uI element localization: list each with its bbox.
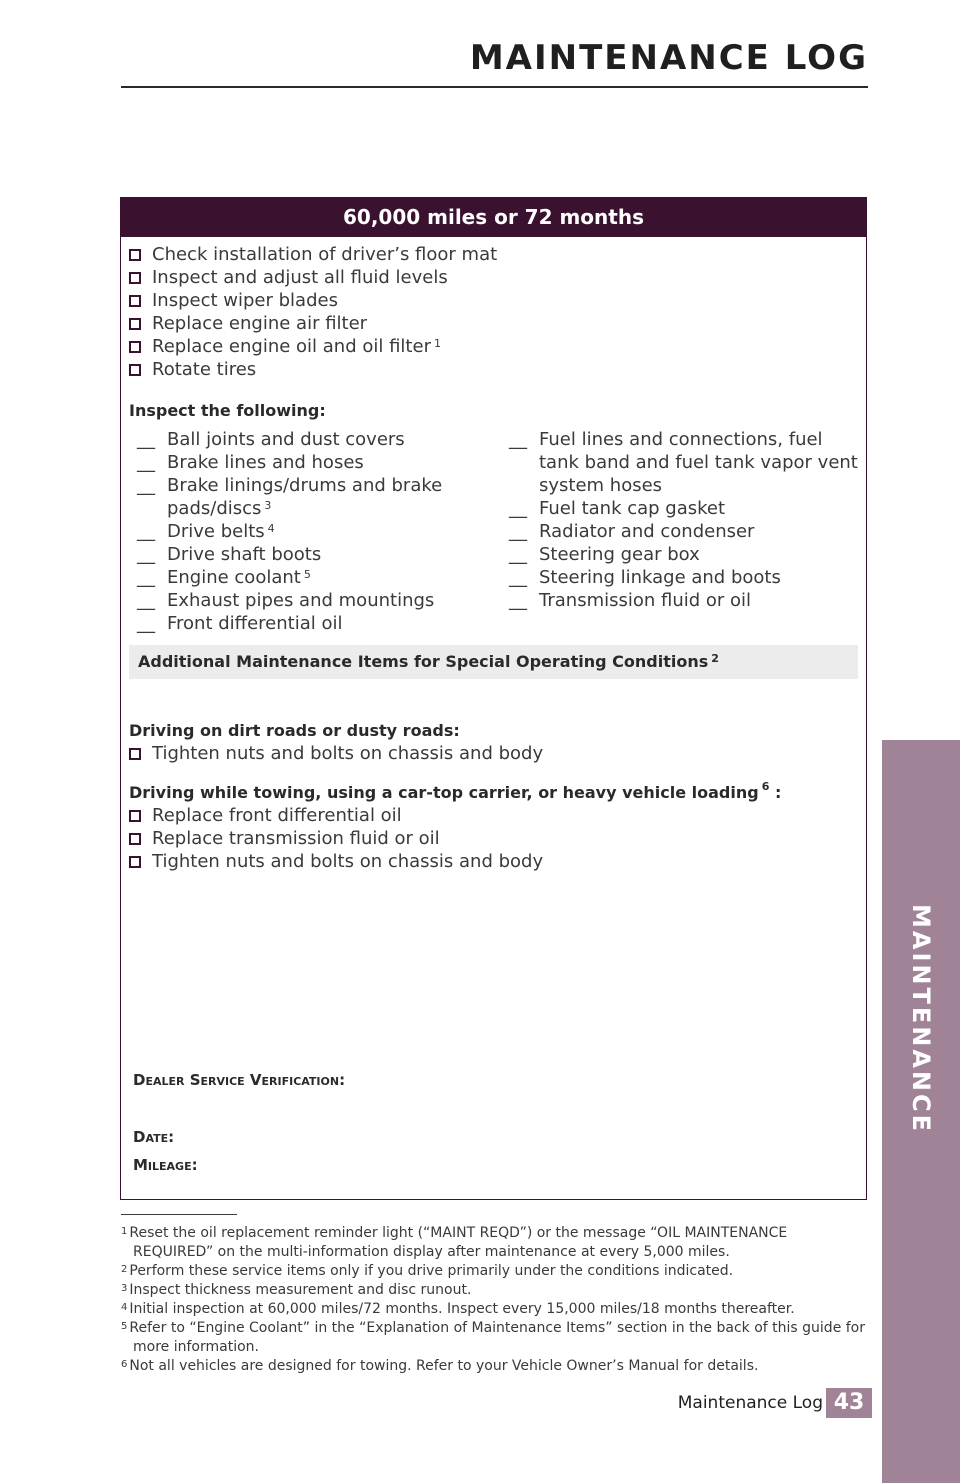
inspect-item — [509, 566, 859, 589]
inspect-item-text: Engine coolant — [167, 567, 301, 588]
inspect-item-text: Ball joints and dust covers — [167, 429, 405, 450]
dash-blank: __ — [137, 613, 155, 634]
footer-label: Maintenance Log — [677, 1393, 823, 1413]
footnote-number: 3 — [121, 1283, 128, 1294]
towing-checklist — [129, 804, 866, 873]
dash-blank: __ — [137, 429, 155, 450]
inspect-item-text: Radiator and condenser — [539, 521, 755, 542]
additional-heading — [129, 645, 858, 679]
checklist-item — [129, 742, 866, 765]
checklist-item — [129, 243, 866, 266]
footnote-number: 5 — [121, 1321, 128, 1332]
footnote — [121, 1319, 866, 1357]
checklist-item — [129, 827, 866, 850]
dash-blank: __ — [137, 544, 155, 565]
dash-blank: __ — [509, 567, 527, 588]
footnotes — [121, 1224, 866, 1376]
inspect-item — [137, 543, 497, 566]
side-tab — [882, 740, 960, 1483]
maintenance-box — [120, 197, 867, 1200]
checklist-item — [129, 289, 866, 312]
checkbox-icon — [129, 249, 141, 261]
inspect-item-text: Brake lines and hoses — [167, 452, 364, 473]
checkbox-icon — [129, 810, 141, 822]
footnote — [121, 1281, 866, 1300]
footnote-text: Refer to “Engine Coolant” in the “Explanation of Maintenance Items” section in the back of this guide for more information. — [129, 1320, 866, 1355]
checklist-item-text: Tighten nuts and bolts on chassis and body — [152, 851, 544, 872]
page-title: MAINTENANCE LOG — [469, 38, 868, 78]
dash-blank: __ — [137, 475, 155, 496]
inspect-item — [137, 589, 497, 612]
footnote-number: 6 — [121, 1359, 128, 1370]
date-label: Date: — [133, 1128, 175, 1146]
checkbox-icon — [129, 318, 141, 330]
footnote — [121, 1357, 866, 1376]
footnote-number: 1 — [121, 1226, 128, 1237]
checklist-item-text: Rotate tires — [152, 359, 257, 380]
dash-blank: __ — [137, 567, 155, 588]
checklist-item — [129, 335, 866, 358]
footnote-ref: 1 — [433, 337, 441, 350]
towing-footnote-ref: 6 — [761, 780, 770, 793]
checkbox-icon — [129, 856, 141, 868]
box-header: 60,000 miles or 72 months — [121, 198, 866, 237]
side-tab-label: MAINTENANCE — [907, 904, 935, 1134]
footnote-number: 4 — [121, 1302, 128, 1313]
checklist-item — [129, 358, 866, 381]
dirt-heading: Driving on dirt roads or dusty roads: — [129, 721, 460, 740]
inspect-item-text: Fuel tank cap gasket — [539, 498, 726, 519]
footnote-text: Perform these service items only if you drive primarily under the conditions indicated. — [129, 1263, 734, 1279]
inspect-item-text: Drive shaft boots — [167, 544, 322, 565]
checklist-item-text: Tighten nuts and bolts on chassis and body — [152, 743, 544, 764]
checklist-item-text: Inspect and adjust all fluid levels — [152, 267, 448, 288]
inspect-item — [509, 543, 859, 566]
dash-blank: __ — [509, 590, 527, 611]
inspect-item — [137, 474, 497, 520]
footnote — [121, 1300, 866, 1319]
checkbox-icon — [129, 295, 141, 307]
inspect-item — [509, 428, 859, 497]
inspect-item-text: Exhaust pipes and mountings — [167, 590, 435, 611]
inspect-item — [137, 428, 497, 451]
checkbox-icon — [129, 272, 141, 284]
footnote-ref: 4 — [267, 522, 275, 535]
inspect-item — [137, 612, 497, 635]
checklist-item-text: Check installation of driver’s floor mat — [152, 244, 498, 265]
dash-blank: __ — [509, 429, 527, 450]
footnote-number: 2 — [121, 1264, 128, 1275]
checkbox-icon — [129, 341, 141, 353]
inspect-item-text: Drive belts — [167, 521, 265, 542]
dash-blank: __ — [137, 521, 155, 542]
footnote-text: Inspect thickness measurement and disc runout. — [129, 1282, 472, 1298]
inspect-item-text: Front differential oil — [167, 613, 343, 634]
inspect-item — [137, 566, 497, 589]
dash-blank: __ — [509, 544, 527, 565]
inspect-columns — [121, 428, 866, 638]
footnote-text: Reset the oil replacement reminder light (“MAINT REQD”) or the message “OIL MAINTENANCE REQUIRED” on the multi-information display after maintenance at every 5,000 miles. — [129, 1225, 788, 1260]
checkbox-icon — [129, 364, 141, 376]
footnote — [121, 1262, 866, 1281]
checklist-item — [129, 850, 866, 873]
footnote-text: Initial inspection at 60,000 miles/72 months. Inspect every 15,000 miles/18 months thereafter. — [129, 1301, 795, 1317]
additional-footnote-ref: 2 — [711, 652, 719, 665]
towing-heading-text: Driving while towing, using a car-top carrier, or heavy vehicle loading — [129, 783, 759, 802]
inspect-item-text: Fuel lines and connections, fuel tank band and fuel tank vapor vent system hoses — [539, 429, 858, 496]
inspect-item — [137, 520, 497, 543]
checklist-item — [129, 804, 866, 827]
inspect-item — [137, 451, 497, 474]
inspect-item-text: Steering gear box — [539, 544, 700, 565]
inspect-left-column — [137, 428, 497, 635]
dash-blank: __ — [509, 521, 527, 542]
checkbox-icon — [129, 748, 141, 760]
checklist-item-text: Inspect wiper blades — [152, 290, 338, 311]
dash-blank: __ — [137, 452, 155, 473]
checklist-item-text: Replace engine oil and oil filter — [152, 336, 431, 357]
inspect-right-column — [509, 428, 859, 612]
inspect-item — [509, 520, 859, 543]
footnote-text: Not all vehicles are designed for towing. Refer to your Vehicle Owner’s Manual for details. — [129, 1358, 759, 1374]
additional-heading-text: Additional Maintenance Items for Special Operating Conditions — [138, 652, 709, 671]
footnote-ref: 3 — [264, 499, 272, 512]
towing-colon: : — [769, 783, 782, 802]
mileage-label: Mileage: — [133, 1156, 198, 1174]
dash-blank: __ — [509, 498, 527, 519]
page-number: 43 — [826, 1388, 872, 1418]
checklist — [129, 243, 866, 381]
inspect-item-text: Brake linings/drums and brake pads/discs — [167, 475, 443, 519]
dash-blank: __ — [137, 590, 155, 611]
dealer-verification-label: Dealer Service Verification: — [133, 1071, 346, 1089]
inspect-item — [509, 497, 859, 520]
inspect-item-text: Steering linkage and boots — [539, 567, 781, 588]
checklist-item-text: Replace engine air filter — [152, 313, 368, 334]
inspect-item — [509, 589, 859, 612]
dirt-checklist — [129, 742, 866, 765]
footnote-rule — [121, 1214, 237, 1215]
checklist-item — [129, 312, 866, 335]
checklist-item-text: Replace transmission fluid or oil — [152, 828, 440, 849]
checkbox-icon — [129, 833, 141, 845]
inspect-heading: Inspect the following: — [129, 401, 326, 420]
checklist-item — [129, 266, 866, 289]
checklist-item-text: Replace front differential oil — [152, 805, 402, 826]
title-rule — [121, 86, 868, 88]
footnote-ref: 5 — [303, 568, 311, 581]
footnote — [121, 1224, 866, 1262]
inspect-item-text: Transmission fluid or oil — [539, 590, 752, 611]
towing-heading — [129, 780, 866, 802]
